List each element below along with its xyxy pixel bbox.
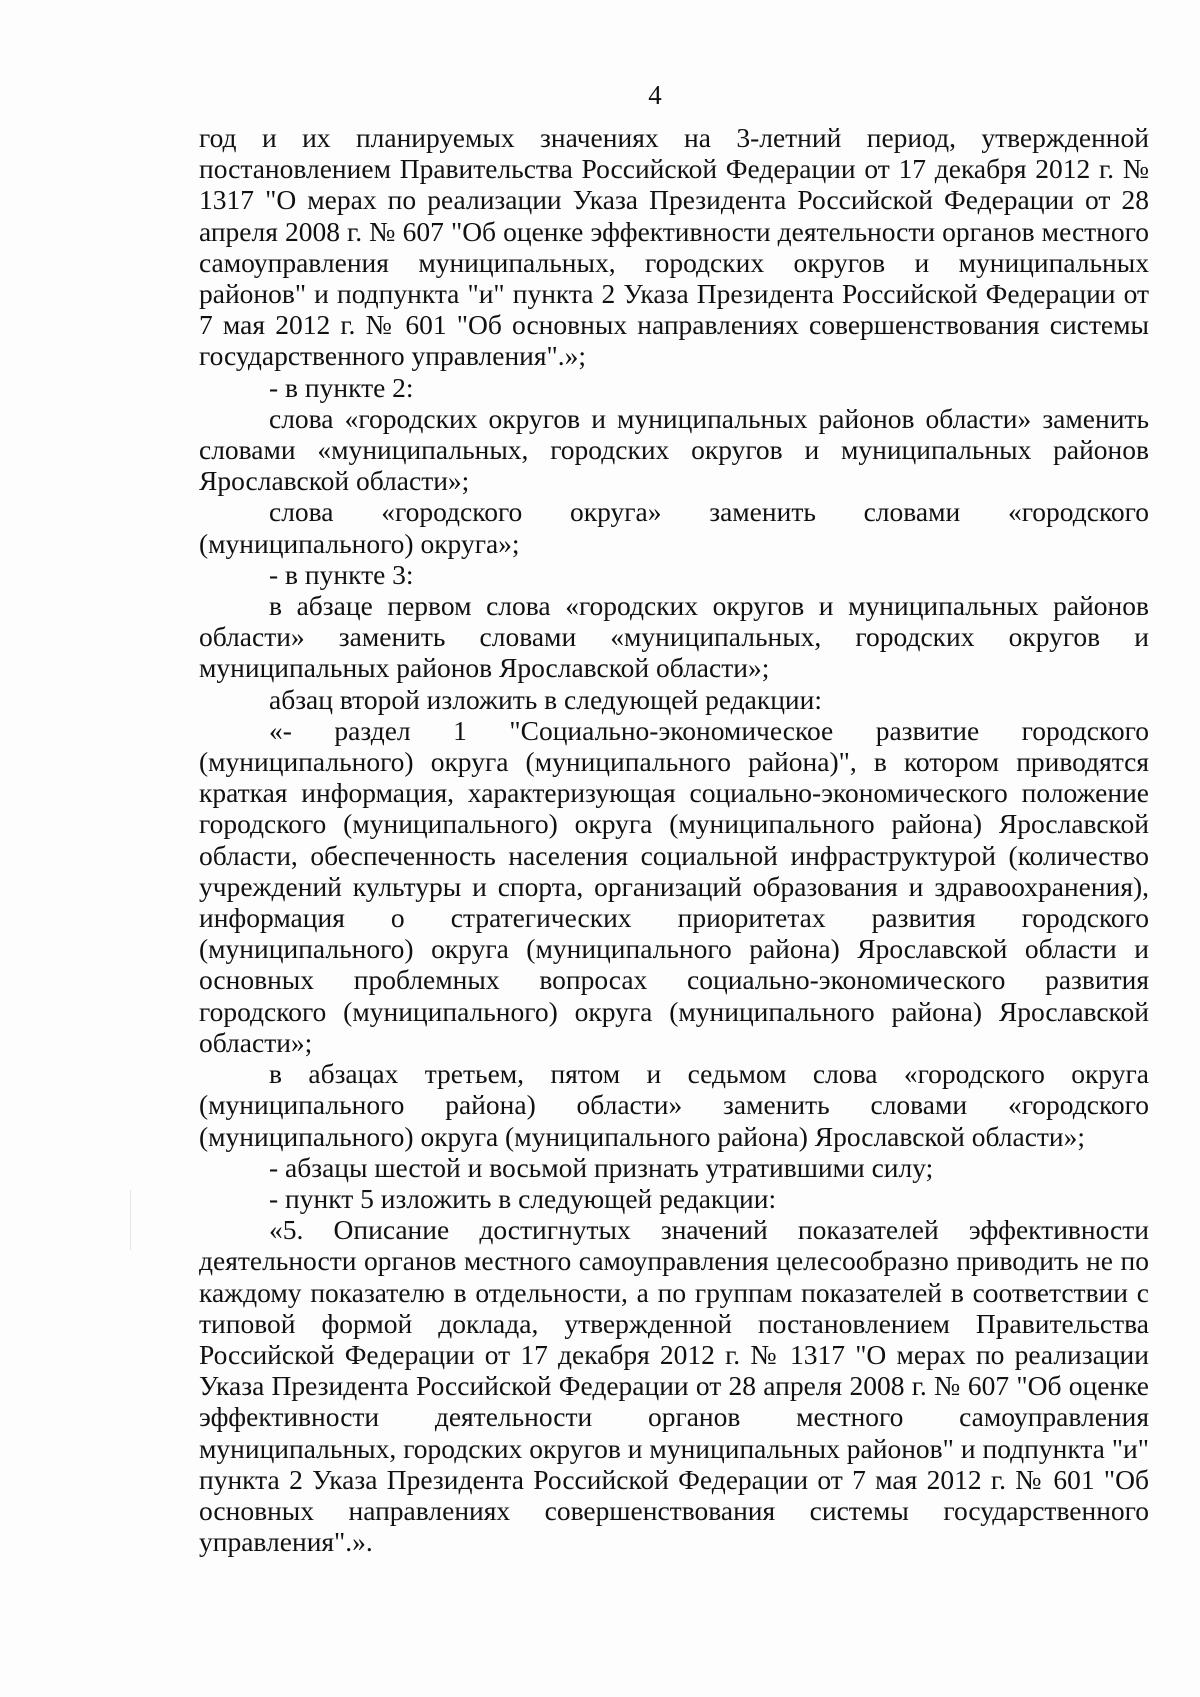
- scan-margin-mark: [130, 1190, 131, 1250]
- paragraph: в абзаце первом слова «городских округов и муниципальных районов области» заменить словами «муниципальных, городских округов и муниципальных районов Ярославской области»;: [199, 590, 1149, 684]
- paragraph-quoted-section-1: «- раздел 1 "Социально-экономическое развитие городского (муниципального) округа (муниципального района)", в котором приводятся краткая информация, характеризующая социально-экономического положение городского (муниципального) округа (муниципального района) Ярославской области, обеспеченность населения социальной инфраструктурой (количество учреждений культуры и спорта, организаций образования и здравоохранения), информация о стратегических приоритетах развития городского (муниципального) округа (муниципального района) Ярославской области и основных проблемных вопросах социально-экономического развития городского (муниципального) округа (муниципального района) Ярославской области»;: [199, 714, 1149, 1058]
- paragraph-quoted-point-5: «5. Описание достигнутых значений показателей эффективности деятельности органов местного самоуправления целесообразно приводить не по каждому показателю в отдельности, а по группам показателей в соответствии с типовой формой доклада, утвержденной постановлением Правительства Российской Федерации от 17 декабря 2012 г. № 1317 "О мерах по реализации Указа Президента Российской Федерации от 28 апреля 2008 г. № 607 "Об оценке эффективности деятельности органов местного самоуправления муниципальных, городских округов и муниципальных районов" и подпункта "и" пункта 2 Указа Президента Российской Федерации от 7 мая 2012 г. № 601 "Об основных направлениях совершенствования системы государственного управления".».: [199, 1214, 1149, 1558]
- paragraph: в абзацах третьем, пятом и седьмом слова «городского округа (муниципального района) области» заменить словами «городского (муниципального) округа (муниципального района) Ярославской области»;: [199, 1058, 1149, 1152]
- paragraph-continuation: год и их планируемых значениях на 3-летний период, утвержденной постановлением Правительства Российской Федерации от 17 декабря 2012 г. № 1317 "О мерах по реализации Указа Президента Российской Федерации от 28 апреля 2008 г. № 607 "Об оценке эффективности деятельности органов местного самоуправления муниципальных, городских округов и муниципальных районов" и подпункта "и" пункта 2 Указа Президента Российской Федерации от 7 мая 2012 г. № 601 "Об основных направлениях совершенствования системы государственного управления".»;: [199, 122, 1149, 372]
- paragraph: - абзацы шестой и восьмой признать утратившими силу;: [269, 1151, 934, 1183]
- page-number: 4: [648, 80, 662, 110]
- document-body: [199, 122, 1149, 1557]
- paragraph-item-point-5: - пункт 5 изложить в следующей редакции:: [269, 1182, 777, 1214]
- paragraph-item-point-2: - в пункте 2:: [269, 371, 414, 403]
- paragraph: абзац второй изложить в следующей редакции:: [269, 683, 823, 715]
- paragraph-item-point-3: - в пункте 3:: [269, 558, 414, 590]
- paragraph: слова «городских округов и муниципальных районов области» заменить словами «муниципальных, городских округов и муниципальных районов Ярославской области»;: [199, 402, 1149, 497]
- paragraph: слова «городского округа» заменить словами «городского (муниципального) округа»;: [199, 496, 1149, 559]
